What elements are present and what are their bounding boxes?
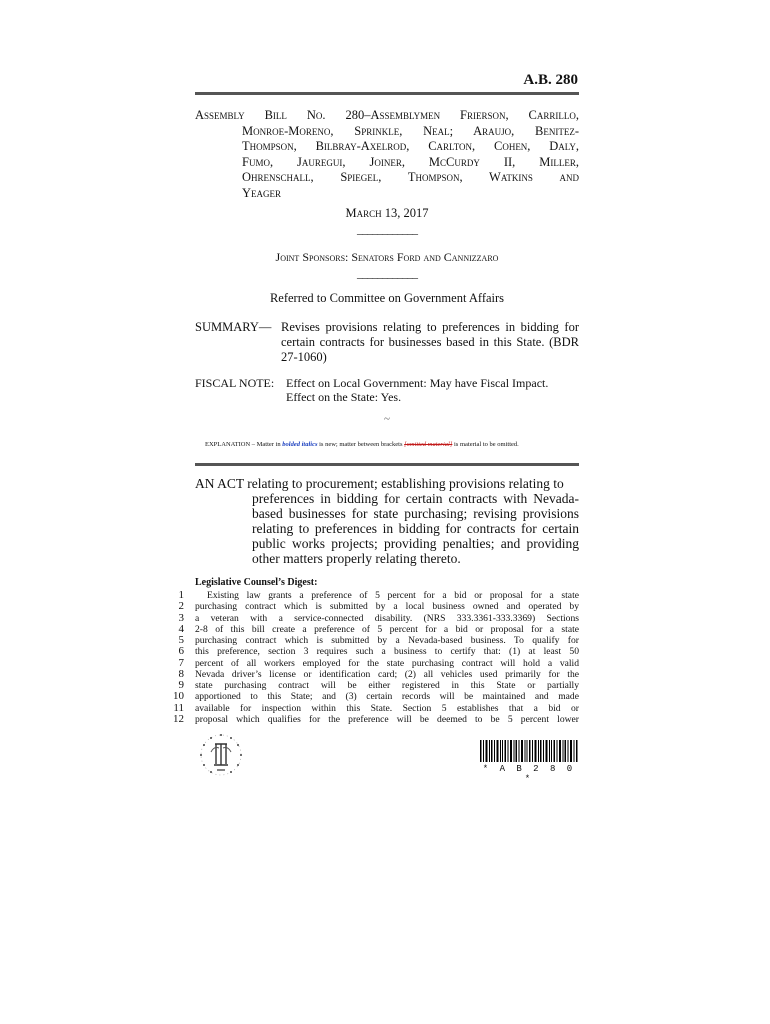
sponsor-line: Ohrenschall, Spiegel, Thompson, Watkins and — [242, 170, 579, 184]
summary — [195, 320, 579, 365]
separator: ____________ — [357, 222, 417, 236]
summary-text: Revises provisions relating to preferences in bidding for certain contracts for businesses based in this State. (BDR 27-1060) — [281, 320, 579, 364]
explanation-omitted: [omitted material] — [404, 441, 453, 448]
digest-line: 2-8 of this bill create a preference of 5 percent for a bid or proposal for a state — [195, 623, 579, 635]
digest-heading: Legislative Counsel’s Digest: — [195, 577, 318, 588]
explanation-italic: bolded italics — [282, 441, 318, 448]
fiscal-state: Effect on the State: Yes. — [286, 390, 402, 404]
line-number: 11 — [173, 701, 184, 714]
line-number: 3 — [178, 611, 184, 624]
line-number: 10 — [173, 690, 184, 703]
barcode-label: * A B 2 8 0 * — [482, 764, 576, 784]
line-number: 7 — [178, 656, 184, 669]
digest-line: Existing law grants a preference of 5 percent for a bid or proposal for a state — [207, 590, 579, 601]
explanation-note — [205, 441, 519, 448]
digest-line: purchasing contract which is submitted by a local business owned and operated by — [195, 601, 579, 613]
tilde-mark: ~ — [384, 413, 390, 425]
digest-line: a veteran with a service-connected disability. (NRS 333.3361-333.3369) Sections — [195, 612, 579, 624]
digest-line: this preference, section 3 requires such a business to certify that: (1) at least 50 — [195, 646, 579, 658]
fiscal-local: Effect on Local Government: May have Fiscal Impact. — [286, 376, 549, 390]
sponsor-line: Yeager — [242, 185, 282, 200]
digest-line: available for inspection within this State. Section 5 establishes that a bid or — [195, 702, 579, 714]
line-number: 5 — [178, 634, 184, 646]
header-rule — [195, 92, 579, 95]
digest-line: proposal which qualifies for the preference will be deemed to be 5 percent lower — [195, 713, 579, 725]
summary-label: SUMMARY— — [195, 320, 272, 334]
explanation-prefix: EXPLANATION – Matter in — [205, 441, 283, 448]
sponsor-line: Assembly Bill No. 280–Assemblymen Frierson, Carrillo, — [195, 108, 579, 122]
act-first-line: AN ACT relating to procurement; establishing provisions relating to — [195, 476, 564, 491]
introduction-date: March 13, 2017 — [345, 206, 429, 220]
separator: ____________ — [357, 266, 417, 280]
fiscal-note — [195, 376, 579, 404]
assembly-sponsors — [195, 108, 579, 201]
digest-line: percent of all workers employed for the state purchasing contract will hold a valid — [195, 657, 579, 669]
line-number: 1 — [178, 589, 184, 601]
act-continuation: preferences in bidding for certain contracts with Nevada-based businesses for state purchasing; revising provisions relating to preferences in bidding for contracts for certain public works projects; providing penalties; and providing other matters properly relating thereto. — [252, 491, 579, 566]
line-number: 2 — [178, 600, 184, 613]
line-number: 8 — [178, 667, 184, 680]
state-seal-icon — [198, 732, 244, 778]
digest-line: Nevada driver’s license or identification card; (2) all vehicles used primarily for the — [195, 668, 579, 680]
explanation-rule — [195, 463, 579, 466]
referral-note: Referred to Committee on Government Affairs — [269, 291, 505, 305]
sponsor-line: Monroe-Moreno, Sprinkle, Neal; Araujo, Benitez- — [242, 123, 579, 138]
line-numbers — [160, 590, 184, 725]
explanation-suffix: is material to be omitted. — [452, 441, 519, 448]
act-title — [195, 476, 579, 566]
line-number: 4 — [178, 622, 184, 635]
line-number: 12 — [173, 712, 184, 725]
explanation-middle: is new; matter between brackets — [317, 441, 405, 448]
line-number: 9 — [178, 679, 184, 691]
sponsor-line: Thompson, Bilbray-Axelrod, Carlton, Cohen, Daly, — [242, 139, 579, 153]
barcode-icon — [480, 740, 578, 762]
bill-number: A.B. 280 — [523, 72, 578, 88]
sponsor-line: Fumo, Jauregui, Joiner, McCurdy II, Miller, — [242, 154, 579, 169]
digest-line: apportioned to this State; and (3) certain records will be maintained and made — [195, 691, 579, 703]
joint-sponsors: Joint Sponsors: Senators Ford and Cannizzaro — [275, 250, 499, 264]
digest-line: state purchasing contract will be either registered in this State or partially — [195, 680, 579, 691]
fiscal-note-label: FISCAL NOTE: — [195, 376, 275, 390]
line-number: 6 — [178, 645, 184, 658]
digest-text — [195, 590, 579, 725]
digest-line: purchasing contract which is submitted by a Nevada-based business. To qualify for — [195, 635, 579, 646]
